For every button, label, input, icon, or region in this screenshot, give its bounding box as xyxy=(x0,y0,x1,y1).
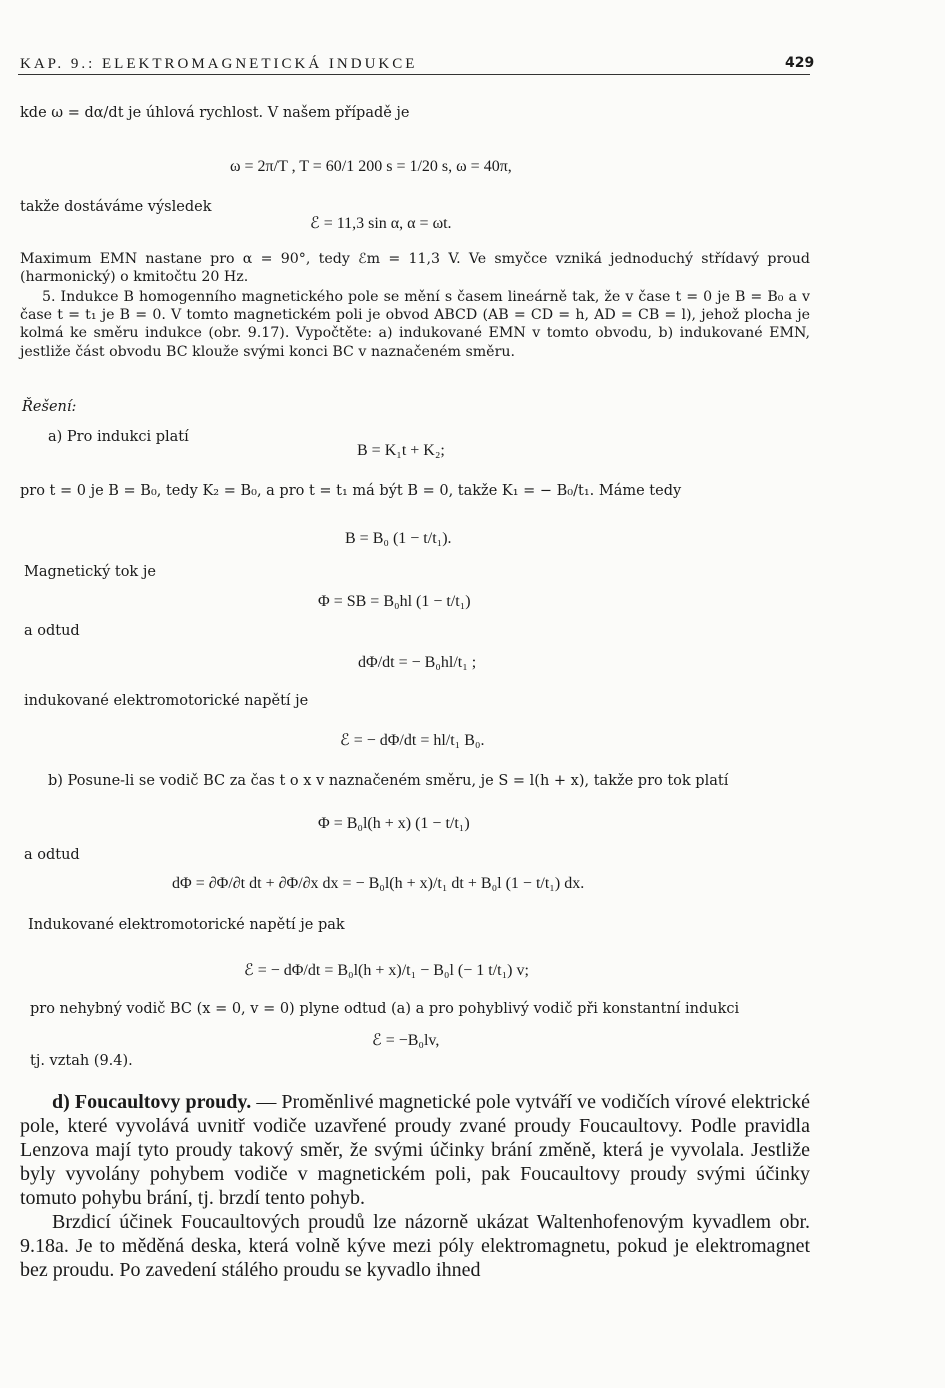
text-line: tj. vztah (9.4). xyxy=(30,1053,133,1069)
text-line: kde ω = dα/dt je úhlová rychlost. V našem případě je xyxy=(20,105,410,121)
equation: ℰ = − dΦ/dt = hl/t₁ B₀. xyxy=(340,732,485,749)
text-line: Magnetický tok je xyxy=(24,564,156,580)
equation: Φ = B₀l(h + x) (1 − t/t₁) xyxy=(318,815,470,832)
equation: dΦ = ∂Φ/∂t dt + ∂Φ/∂x dx = − B₀l(h + x)/t₁ dt + B₀l (1 − t/t₁) dx. xyxy=(172,875,585,892)
text-line: a odtud xyxy=(24,623,80,639)
equation: ω = 2π/T , T = 60/1 200 s = 1/20 s, ω = 40π, xyxy=(230,158,512,175)
section-d xyxy=(20,1090,810,1210)
equation: B = K₁t + K₂; xyxy=(357,442,445,459)
text-line: takže dostáváme výsledek xyxy=(20,199,212,215)
equation: ℰ = 11,3 sin α, α = ωt. xyxy=(310,215,452,232)
solution-heading: Řešení: xyxy=(22,399,77,415)
text-line: a) Pro indukci platí xyxy=(48,429,189,445)
text-line: a odtud xyxy=(24,847,80,863)
problem-statement: 5. Indukce B homogenního magnetického pole se mění s časem lineárně tak, že v čase t = 0 je B = B₀ a v čase t = t₁ je B = 0. V tomto magnetickém poli je obvod ABCD (AB = CD = h, AD = CB = l), jehož plocha je kolmá ke směru indukce (obr. 9.17). Vypočtěte: a) indukované EMN v tomto obvodu, b) indukované EMN, jestliže část obvodu BC klouže svými konci BC v naznačeném směru. xyxy=(20,289,810,360)
section-text: — Proměnlivé magnetické pole vytváří ve vodičích vírové elektrické pole, které vyvolává uvnitř vodiče uzavřené proudy zvané proudy Foucaultovy. Podle pravidla Lenzova mají tyto proudy takový směr, že svými účinky brání změně, která je vyvolala. Jestliže byly vyvolány pohybem vodiče v magnetickém poli, pak Foucaultovy proudy svými účinky tomuto pohybu brání, tj. brzdí tento pohyb. xyxy=(20,1091,810,1209)
section-heading: d) Foucaultovy proudy. xyxy=(52,1091,252,1113)
equation: ℰ = −B₀lv, xyxy=(372,1032,440,1049)
paragraph: Maximum EMN nastane pro α = 90°, tedy ℰm = 11,3 V. Ve smyčce vzniká jednoduchý střídavý proud (harmonický) o kmitočtu 20 Hz. xyxy=(20,251,810,285)
text-line: indukované elektromotorické napětí je xyxy=(24,693,309,709)
equation: B = B₀ (1 − t/t₁). xyxy=(345,530,452,547)
header-rule xyxy=(18,74,810,75)
equation: Φ = SB = B₀hl (1 − t/t₁) xyxy=(318,593,471,610)
text-line: pro t = 0 je B = B₀, tedy K₂ = B₀, a pro t = t₁ má být B = 0, takže K₁ = − B₀/t₁. Máme tedy xyxy=(20,483,682,499)
text-line: b) Posune-li se vodič BC za čas t o x v naznačeném směru, je S = l(h + x), takže pro tok platí xyxy=(48,773,729,789)
text-line: Indukované elektromotorické napětí je pak xyxy=(28,917,345,933)
running-header: KAP. 9.: ELEKTROMAGNETICKÁ INDUKCE xyxy=(20,56,418,72)
text-line: pro nehybný vodič BC (x = 0, v = 0) plyne odtud (a) a pro pohyblivý vodič při konstantní indukci xyxy=(30,1001,740,1017)
paragraph: Brzdicí účinek Foucaultových proudů lze názorně ukázat Waltenhofenovým kyvadlem obr. 9.18a. Je to měděná deska, která volně kýve mezi póly elektromagnetu, pokud je elektromagnet bez proudu. Po zavedení stálého proudu se kyvadlo ihned xyxy=(20,1211,810,1281)
equation: ℰ = − dΦ/dt = B₀l(h + x)/t₁ − B₀l (− 1 t/t₁) v; xyxy=(244,962,529,979)
equation: dΦ/dt = − B₀hl/t₁ ; xyxy=(358,654,477,671)
page-number: 429 xyxy=(785,55,815,71)
